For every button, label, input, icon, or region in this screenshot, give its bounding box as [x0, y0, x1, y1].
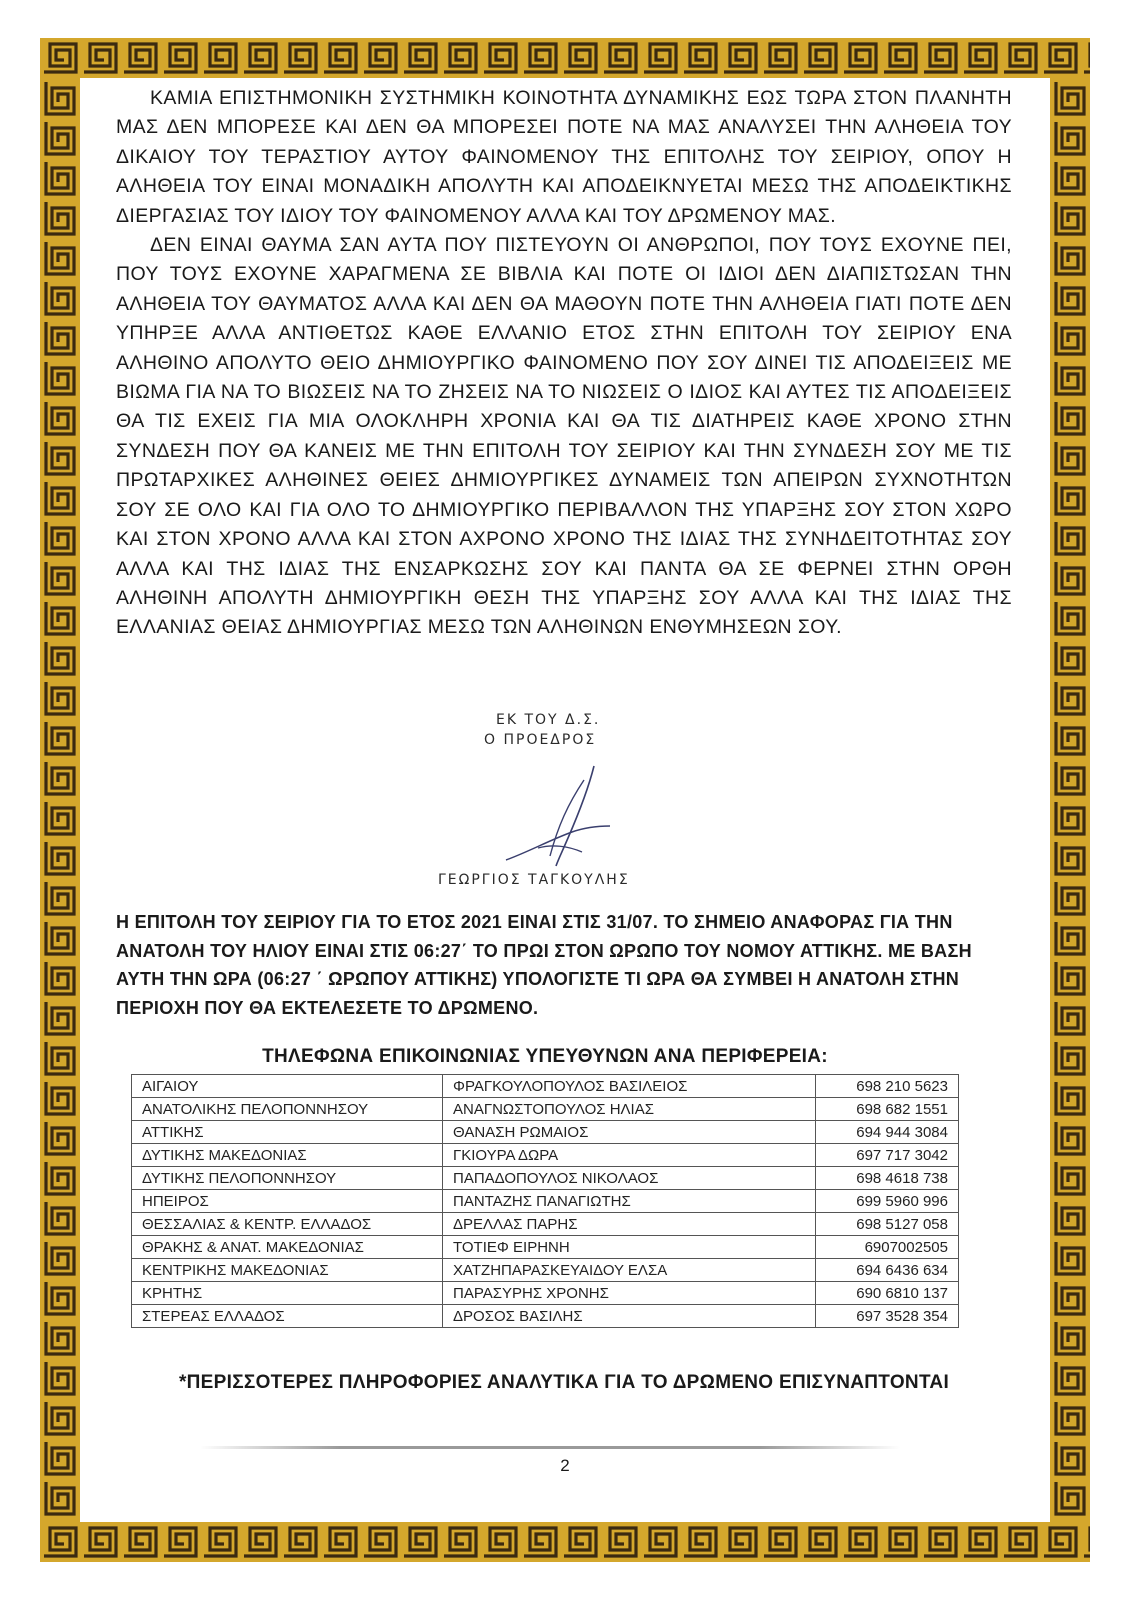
signature-title: Ο ΠΡΟΕΔΡΟΣ — [484, 732, 597, 748]
region-cell: ΘΕΣΣΑΛΙΑΣ & ΚΕΝΤΡ. ΕΛΛΑΔΟΣ — [132, 1213, 443, 1236]
table-row — [132, 1190, 959, 1213]
table-row — [132, 1282, 959, 1305]
phone-cell: 698 210 5623 — [816, 1075, 959, 1098]
meander-border-left — [40, 78, 80, 1522]
sunrise-notice: Η ΕΠΙΤΟΛΗ ΤΟΥ ΣΕΙΡΙΟΥ ΓΙΑ ΤΟ ΕΤΟΣ 2021 ΕΙΝΑΙ ΣΤΙΣ 31/07. ΤΟ ΣΗΜΕΙΟ ΑΝΑΦΟΡΑΣ ΓΙΑ ΤΗΝ ΑΝΑΤΟΛΗ ΤΟΥ ΗΛΙΟΥ ΕΙΝΑΙ ΣΤΙΣ 06:27΄ ΤΟ ΠΡΩΙ ΣΤΟΝ ΩΡΩΠΟ ΤΟΥ ΝΟΜΟΥ ΑΤΤΙΚΗΣ. ΜΕ ΒΑΣΗ ΑΥΤΗ ΤΗΝ ΩΡΑ (06:27 ΄ ΩΡΩΠΟΥ ΑΤΤΙΚΗΣ) ΥΠΟΛΟΓΙΣΤΕ ΤΙ ΩΡΑ ΘΑ ΣΥΜΒΕΙ Η ΑΝΑΤΟΛΗ ΣΤΗΝ ΠΕΡΙΟΧΗ ΠΟΥ ΘΑ ΕΚΤΕΛΕΣΕΤΕ ΤΟ ΔΡΩΜΕΝΟ. — [116, 912, 972, 1018]
meander-border-bottom — [40, 1522, 1090, 1562]
region-cell: ΚΡΗΤΗΣ — [132, 1282, 443, 1305]
contact-name-cell: ΦΡΑΓΚΟΥΛΟΠΟΥΛΟΣ ΒΑΣΙΛΕΙΟΣ — [443, 1075, 816, 1098]
table-row — [132, 1167, 959, 1190]
signature-issuer: ΕΚ ΤΟΥ Δ.Σ. — [496, 712, 601, 728]
footer-divider — [200, 1446, 900, 1449]
contact-name-cell: ΤΟΤΙΕΦ ΕΙΡΗΝΗ — [443, 1236, 816, 1259]
meander-border-right — [1050, 78, 1090, 1522]
region-cell: ΔΥΤΙΚΗΣ ΠΕΛΟΠΟΝΝΗΣΟΥ — [132, 1167, 443, 1190]
table-row — [132, 1305, 959, 1328]
page-number: 2 — [560, 1456, 570, 1475]
meander-border-top — [40, 38, 1090, 78]
phone-cell: 698 682 1551 — [816, 1098, 959, 1121]
contact-name-cell: ΠΑΠΑΔΟΠΟΥΛΟΣ ΝΙΚΟΛΑΟΣ — [443, 1167, 816, 1190]
body-paragraph: ΔΕΝ ΕΙΝΑΙ ΘΑΥΜΑ ΣΑΝ ΑΥΤΑ ΠΟΥ ΠΙΣΤΕΥΟΥΝ ΟΙ ΑΝΘΡΩΠΟΙ, ΠΟΥ ΤΟΥΣ ΕΧΟΥΝΕ ΠΕΙ, ΠΟΥ ΤΟΥΣ ΕΧΟΥΝΕ ΧΑΡΑΓΜΕΝΑ ΣΕ ΒΙΒΛΙΑ ΚΑΙ ΠΟΤΕ ΟΙ ΙΔΙΟΙ ΔΕΝ ΔΙΑΠΙΣΤΩΣΑΝ ΤΗΝ ΑΛΗΘΕΙΑ ΤΟΥ ΘΑΥΜΑΤΟΣ ΑΛΛΑ ΚΑΙ ΔΕΝ ΘΑ ΜΑΘΟΥΝ ΠΟΤΕ ΤΗΝ ΑΛΗΘΕΙΑ ΓΙΑΤΙ ΠΟΤΕ ΔΕΝ ΥΠΗΡΞΕ ΑΛΛΑ ΑΝΤΙΘΕΤΩΣ ΚΑΘΕ ΕΛΛΑΝΙΟ ΕΤΟΣ ΣΤΗΝ ΕΠΙΤΟΛΗ ΤΟΥ ΣΕΙΡΙΟΥ ΕΝΑ ΑΛΗΘΙΝΟ ΑΠΟΛΥΤΟ ΘΕΙΟ ΔΗΜΙΟΥΡΓΙΚΟ ΦΑΙΝΟΜΕΝΟ ΠΟΥ ΣΟΥ ΔΙΝΕΙ ΤΙΣ ΑΠΟΔΕΙΞΕΙΣ ΜΕ ΒΙΩΜΑ ΓΙΑ ΝΑ ΤΟ ΒΙΩΣΕΙΣ ΝΑ ΤΟ ΖΗΣΕΙΣ ΝΑ ΤΟ ΝΙΩΣΕΙΣ Ο ΙΔΙΟΣ ΚΑΙ ΑΥΤΕΣ ΤΙΣ ΑΠΟΔΕΙΞΕΙΣ ΘΑ ΤΙΣ ΕΧΕΙΣ ΓΙΑ ΜΙΑ ΟΛΟΚΛΗΡΗ ΧΡΟΝΙΑ ΚΑΙ ΘΑ ΤΙΣ ΔΙΑΤΗΡΕΙΣ ΚΑΘΕ ΧΡΟΝΟ ΣΤΗΝ ΣΥΝΔΕΣΗ ΠΟΥ ΘΑ ΚΑΝΕΙΣ ΜΕ ΤΗΝ ΕΠΙΤΟΛΗ ΤΟΥ ΣΕΙΡΙΟΥ ΚΑΙ ΤΗΝ ΣΥΝΔΕΣΗ ΣΟΥ ΜΕ ΤΙΣ ΠΡΩΤΑΡΧΙΚΕΣ ΑΛΗΘΙΝΕΣ ΘΕΙΕΣ ΔΗΜΙΟΥΡΓΙΚΕΣ ΔΥΝΑΜΕΙΣ ΤΩΝ ΑΠΕΙΡΩΝ ΣΥΧΝΟΤΗΤΩΝ ΣΟΥ ΣΕ ΟΛΟ ΚΑΙ ΓΙΑ ΟΛΟ ΤΟ ΔΗΜΙΟΥΡΓΙΚΟ ΠΕΡΙΒΑΛΛΟΝ ΤΗΣ ΥΠΑΡΞΗΣ ΣΟΥ ΣΤΟΝ ΧΩΡΟ ΚΑΙ ΣΤΟΝ ΧΡΟΝΟ ΑΛΛΑ ΚΑΙ ΣΤΟΝ ΑΧΡΟΝΟ ΧΡΟΝΟ ΤΗΣ ΙΔΙΑΣ ΤΗΣ ΣΥΝΗΔΕΙΤΟΤΗΤΑΣ ΣΟΥ ΑΛΛΑ ΚΑΙ ΤΗΣ ΙΔΙΑΣ ΤΗΣ ΕΝΣΑΡΚΩΣΗΣ ΣΟΥ ΚΑΙ ΠΑΝΤΑ ΘΑ ΣΕ ΦΕΡΝΕΙ ΣΤΗΝ ΟΡΘΗ ΑΛΗΘΙΝΗ ΑΠΟΛΥΤΗ ΔΗΜΙΟΥΡΓΙΚΗ ΘΕΣΗ ΤΗΣ ΥΠΑΡΞΗΣ ΣΟΥ ΑΛΛΑ ΚΑΙ ΤΗΣ ΙΔΙΑΣ ΤΗΣ ΕΛΛΑΝΙΑΣ ΘΕΙΑΣ ΔΗΜΙΟΥΡΓΙΑΣ ΜΕΣΩ ΤΩΝ ΑΛΗΘΙΝΩΝ ΕΝΘΥΜΗΣΕΩΝ ΣΟΥ. — [116, 234, 1012, 639]
contacts-title: ΤΗΛΕΦΩΝΑ ΕΠΙΚΟΙΝΩΝΙΑΣ ΥΠΕΥΘΥΝΩΝ ΑΝΑ ΠΕΡΙΦΕΡΕΙΑ: — [262, 1046, 828, 1067]
phone-cell: 697 717 3042 — [816, 1144, 959, 1167]
contact-name-cell: ΔΡΟΣΟΣ ΒΑΣΙΛΗΣ — [443, 1305, 816, 1328]
region-cell: ΗΠΕΙΡΟΣ — [132, 1190, 443, 1213]
phone-cell: 698 5127 058 — [816, 1213, 959, 1236]
phone-cell: 699 5960 996 — [816, 1190, 959, 1213]
region-cell: ΑΝΑΤΟΛΙΚΗΣ ΠΕΛΟΠΟΝΝΗΣΟΥ — [132, 1098, 443, 1121]
table-row — [132, 1259, 959, 1282]
body-paragraph: ΚΑΜΙΑ ΕΠΙΣΤΗΜΟΝΙΚΗ ΣΥΣΤΗΜΙΚΗ ΚΟΙΝΟΤΗΤΑ ΔΥΝΑΜΙΚΗΣ ΕΩΣ ΤΩΡΑ ΣΤΟΝ ΠΛΑΝΗΤΗ ΜΑΣ ΔΕΝ ΜΠΟΡΕΣΕ ΚΑΙ ΔΕΝ ΘΑ ΜΠΟΡΕΣΕΙ ΠΟΤΕ ΝΑ ΜΑΣ ΑΝΑΛΥΣΕΙ ΤΗΝ ΑΛΗΘΕΙΑ ΤΟΥ ΔΙΚΑΙΟΥ ΤΟΥ ΤΕΡΑΣΤΙΟΥ ΑΥΤΟΥ ΦΑΙΝΟΜΕΝΟΥ ΤΗΣ ΕΠΙΤΟΛΗΣ ΤΟΥ ΣΕΙΡΙΟΥ, ΟΠΟΥ Η ΑΛΗΘΕΙΑ ΤΟΥ ΕΙΝΑΙ ΜΟΝΑΔΙΚΗ ΑΠΟΛΥΤΗ ΚΑΙ ΑΠΟΔΕΙΚΝΥΕΤΑΙ ΜΕΣΩ ΤΗΣ ΑΠΟΔΕΙΚΤΙΚΗΣ ΔΙΕΡΓΑΣΙΑΣ ΤΟΥ ΙΔΙΟΥ ΤΟΥ ΦΑΙΝΟΜΕΝΟΥ ΑΛΛΑ ΚΑΙ ΤΟΥ ΔΡΩΜΕΝΟΥ ΜΑΣ. — [116, 87, 1012, 227]
footnote: *ΠΕΡΙΣΣΟΤΕΡΕΣ ΠΛΗΡΟΦΟΡΙΕΣ ΑΝΑΛΥΤΙΚΑ ΓΙΑ ΤΟ ΔΡΩΜΕΝΟ ΕΠΙΣΥΝΑΠΤΟΝΤΑΙ — [178, 1372, 950, 1393]
contact-name-cell: ΑΝΑΓΝΩΣΤΟΠΟΥΛΟΣ ΗΛΙΑΣ — [443, 1098, 816, 1121]
contact-name-cell: ΠΑΡΑΣΥΡΗΣ ΧΡΟΝΗΣ — [443, 1282, 816, 1305]
phone-cell: 694 6436 634 — [816, 1259, 959, 1282]
region-cell: ΘΡΑΚΗΣ & ΑΝΑΤ. ΜΑΚΕΔΟΝΙΑΣ — [132, 1236, 443, 1259]
phone-cell: 694 944 3084 — [816, 1121, 959, 1144]
region-cell: ΑΤΤΙΚΗΣ — [132, 1121, 443, 1144]
region-cell: ΚΕΝΤΡΙΚΗΣ ΜΑΚΕΔΟΝΙΑΣ — [132, 1259, 443, 1282]
body-text — [116, 84, 1012, 643]
contact-name-cell: ΠΑΝΤΑΖΗΣ ΠΑΝΑΓΙΩΤΗΣ — [443, 1190, 816, 1213]
phone-cell: 690 6810 137 — [816, 1282, 959, 1305]
handwritten-signature — [498, 760, 618, 870]
signatory-name: ΓΕΩΡΓΙΟΣ ΤΑΓΚΟΥΛΗΣ — [438, 872, 630, 888]
table-row — [132, 1144, 959, 1167]
table-row — [132, 1236, 959, 1259]
contact-name-cell: ΧΑΤΖΗΠΑΡΑΣΚΕΥΑΙΔΟΥ ΕΛΣΑ — [443, 1259, 816, 1282]
contact-name-cell: ΘΑΝΑΣΗ ΡΩΜΑΙΟΣ — [443, 1121, 816, 1144]
table-row — [132, 1213, 959, 1236]
contact-name-cell: ΔΡΕΛΛΑΣ ΠΑΡΗΣ — [443, 1213, 816, 1236]
table-row — [132, 1075, 959, 1098]
phone-cell: 6907002505 — [816, 1236, 959, 1259]
region-cell: ΑΙΓΑΙΟΥ — [132, 1075, 443, 1098]
contact-name-cell: ΓΚΙΟΥΡΑ ΔΩΡΑ — [443, 1144, 816, 1167]
phone-cell: 697 3528 354 — [816, 1305, 959, 1328]
table-row — [132, 1098, 959, 1121]
region-cell: ΔΥΤΙΚΗΣ ΜΑΚΕΔΟΝΙΑΣ — [132, 1144, 443, 1167]
contacts-table — [131, 1074, 959, 1328]
table-row — [132, 1121, 959, 1144]
phone-cell: 698 4618 738 — [816, 1167, 959, 1190]
region-cell: ΣΤΕΡΕΑΣ ΕΛΛΑΔΟΣ — [132, 1305, 443, 1328]
